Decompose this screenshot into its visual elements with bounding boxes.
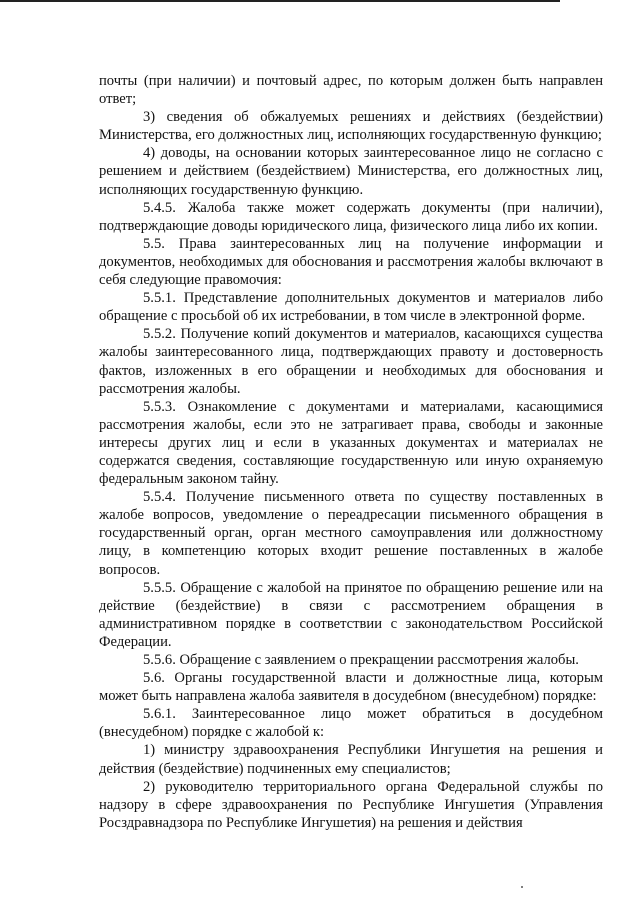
paragraph-5-6-1: 5.6.1. Заинтересованное лицо может обратиться в досудебном (внесудебном) порядке с жалобой к: <box>99 706 603 741</box>
paragraph-5-4-5: 5.4.5. Жалоба также может содержать документы (при наличии), подтверждающие доводы юридического лица, физического лица либо их копии. <box>99 199 603 234</box>
paragraph-5-5-1: 5.5.1. Представление дополнительных документов и материалов либо обращение с просьбой об их истребовании, в том числе в электронной форме. <box>99 290 603 325</box>
document-body <box>99 72 603 832</box>
paragraph-list-item-1: 1) министру здравоохранения Республики Ингушетия на решения и действия (бездействие) подчиненных ему специалистов; <box>99 742 603 777</box>
scan-speck <box>521 886 523 888</box>
paragraph-item-3: 3) сведения об обжалуемых решениях и действиях (бездействии) Министерства, его должностных лиц, исполняющих государственную функцию; <box>99 109 603 144</box>
paragraph-5-5-3: 5.5.3. Ознакомление с документами и материалами, касающимися рассмотрения жалобы, если это не затрагивает права, свободы и законные интересы других лиц и если в указанных документах и материалах не содержатся сведения, составляющие государственную или иную охраняемую федеральным законом тайну. <box>99 398 603 488</box>
paragraph-5-5: 5.5. Права заинтересованных лиц на получение информации и документов, необходимых для обоснования и рассмотрения жалобы включают в себя следующие правомочия: <box>99 235 603 289</box>
scan-top-edge <box>0 0 560 2</box>
paragraph-continuation: почты (при наличии) и почтовый адрес, по которым должен быть направлен ответ; <box>99 73 603 108</box>
paragraph-5-6: 5.6. Органы государственной власти и должностные лица, которым может быть направлена жалоба заявителя в досудебном (внесудебном) порядке: <box>99 670 603 705</box>
paragraph-5-5-6: 5.5.6. Обращение с заявлением о прекращении рассмотрения жалобы. <box>143 652 579 668</box>
paragraph-5-5-5: 5.5.5. Обращение с жалобой на принятое по обращению решение или на действие (бездействие) в связи с рассмотрением обращения в административном порядке в соответствии с законодательством Российской Федерации. <box>99 579 603 650</box>
paragraph-item-4: 4) доводы, на основании которых заинтересованное лицо не согласно с решением и действием (бездействием) Министерства, его должностных лиц, исполняющих государственную функцию. <box>99 145 603 198</box>
paragraph-5-5-2: 5.5.2. Получение копий документов и материалов, касающихся существа жалобы заинтересованного лица, подтверждающих правоту и достоверность фактов, изложенных в его обращении и необходимых для обоснования и рассмотрения жалобы. <box>99 326 603 397</box>
paragraph-5-5-4: 5.5.4. Получение письменного ответа по существу поставленных в жалобе вопросов, уведомление о переадресации письменного обращения в государственный орган, орган местного самоуправления или должностному лицу, в компетенцию которых входит решение поставленных в жалобе вопросов. <box>99 489 603 578</box>
paragraph-list-item-2: 2) руководителю территориального органа Федеральной службы по надзору в сфере здравоохранения по Республике Ингушетия (Управления Росздравнадзора по Республике Ингушетия) на решения и действия <box>99 778 603 831</box>
